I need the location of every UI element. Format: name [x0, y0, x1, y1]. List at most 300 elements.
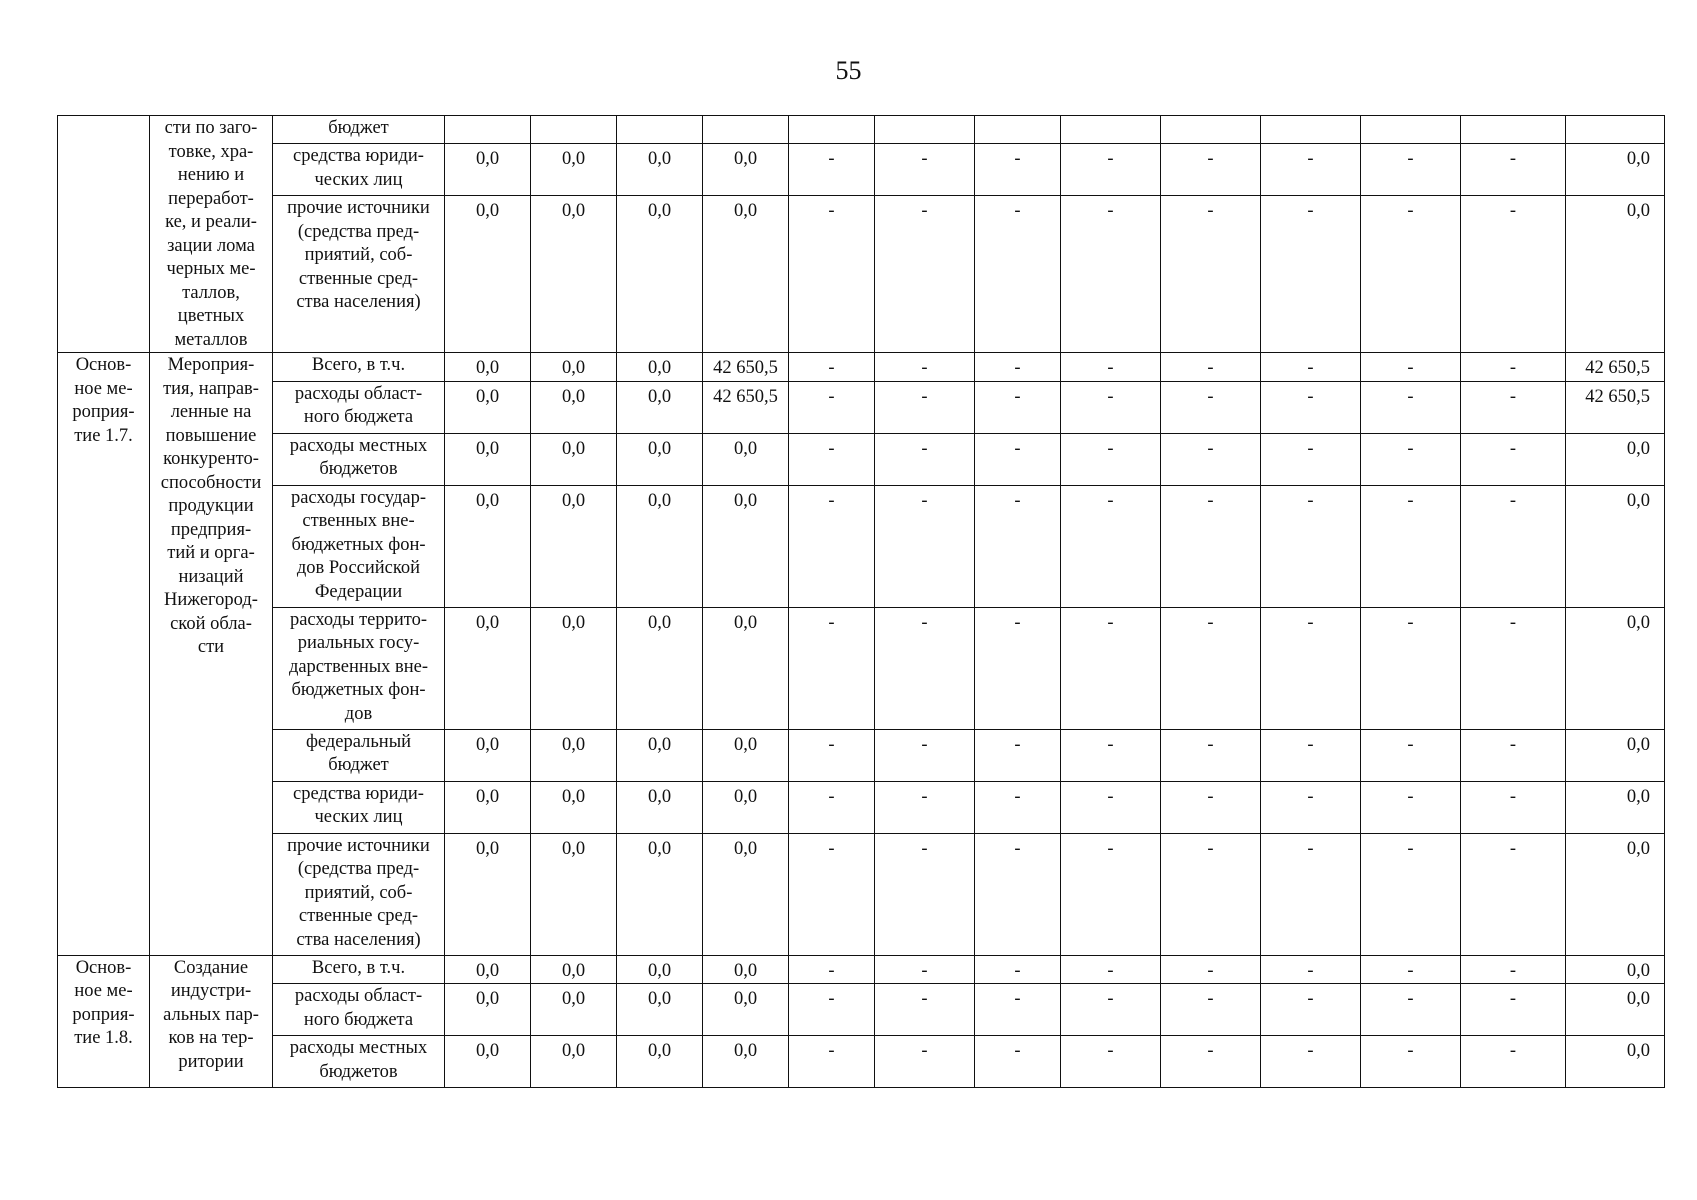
value-cell — [445, 781, 531, 833]
value-cell — [875, 781, 975, 833]
value-cell — [875, 381, 975, 433]
value-cell-text: 0,0 — [647, 149, 672, 170]
value-cell — [445, 984, 531, 1036]
value-cell — [617, 729, 703, 781]
value-cell — [875, 955, 975, 984]
value-cell-text: - — [1307, 1041, 1314, 1061]
table-row — [58, 116, 1665, 144]
funding-source-cell — [273, 381, 445, 433]
funding-source-cell — [273, 353, 445, 382]
value-cell — [1461, 984, 1566, 1036]
value-cell — [1361, 144, 1461, 196]
value-cell — [531, 381, 617, 433]
value-cell-text: 0,0 — [561, 438, 586, 459]
value-cell-text: 0,0 — [475, 358, 500, 378]
value-cell-text: - — [1014, 838, 1021, 859]
value-cell-text: 0,0 — [733, 612, 758, 633]
value-cell-text: 0,0 — [1626, 490, 1650, 511]
value-cell — [1261, 116, 1361, 144]
value-cell-text: - — [1107, 960, 1114, 981]
value-cell — [703, 984, 789, 1036]
activity-number-cell — [58, 955, 150, 1088]
value-cell — [445, 1036, 531, 1088]
value-cell-text: - — [1207, 734, 1214, 755]
value-cell — [617, 116, 703, 144]
value-cell — [531, 984, 617, 1036]
value-cell — [531, 433, 617, 485]
value-cell-text: - — [828, 838, 835, 859]
value-cell — [531, 144, 617, 196]
value-cell — [1566, 955, 1665, 984]
value-cell-text: - — [1509, 989, 1517, 1009]
value-cell — [1566, 196, 1665, 353]
value-cell — [975, 485, 1061, 607]
value-cell-text: - — [921, 438, 928, 459]
value-cell — [531, 353, 617, 382]
value-cell-text: 0,0 — [475, 838, 500, 859]
value-cell — [703, 955, 789, 984]
value-cell-text: - — [1107, 989, 1114, 1009]
value-cell-text: - — [921, 386, 928, 407]
funding-source-cell — [273, 955, 445, 984]
value-cell-text: - — [1407, 490, 1414, 511]
activity-name-cell — [150, 955, 273, 1088]
value-cell — [875, 607, 975, 729]
value-cell-text: - — [1407, 612, 1414, 633]
value-cell-text: 42 650,5 — [1585, 358, 1650, 378]
value-cell — [1361, 196, 1461, 353]
funding-source-cell-text: расходы област- ного бюджета — [294, 986, 423, 1030]
value-cell — [1161, 116, 1261, 144]
value-cell-text: 0,0 — [561, 960, 586, 981]
value-cell-text: - — [921, 201, 928, 222]
value-cell — [789, 433, 875, 485]
funding-source-cell-text: Всего, в т.ч. — [311, 957, 406, 978]
value-cell — [445, 196, 531, 353]
value-cell-text: - — [828, 960, 835, 981]
value-cell-text: - — [1107, 612, 1114, 633]
value-cell-text: - — [1307, 438, 1314, 459]
value-cell-text: 0,0 — [475, 612, 500, 633]
value-cell — [1361, 485, 1461, 607]
value-cell-text: - — [1307, 490, 1314, 511]
value-cell — [531, 781, 617, 833]
value-cell-text: - — [921, 960, 928, 981]
value-cell — [617, 984, 703, 1036]
value-cell-text: - — [1014, 786, 1021, 807]
value-cell — [445, 353, 531, 382]
activity-name-cell-text: Создание индустри- альных пар- ков на тер- ритории — [163, 957, 259, 1072]
value-cell-text: 42 650,5 — [1585, 386, 1650, 407]
value-cell-text: - — [828, 438, 835, 459]
value-cell — [1566, 607, 1665, 729]
value-cell-text: - — [1407, 786, 1414, 807]
funding-source-cell-text: бюджет — [328, 118, 389, 138]
value-cell — [703, 144, 789, 196]
value-cell — [703, 433, 789, 485]
funding-source-cell — [273, 781, 445, 833]
value-cell-text: - — [1407, 838, 1414, 859]
value-cell — [1566, 353, 1665, 382]
value-cell — [1061, 485, 1161, 607]
value-cell-text: - — [1207, 989, 1214, 1009]
value-cell — [875, 485, 975, 607]
value-cell — [975, 833, 1061, 955]
value-cell — [1261, 729, 1361, 781]
value-cell-text: - — [1107, 201, 1114, 222]
value-cell — [975, 381, 1061, 433]
value-cell — [1361, 729, 1461, 781]
value-cell — [1461, 781, 1566, 833]
value-cell — [1161, 607, 1261, 729]
value-cell — [1161, 729, 1261, 781]
value-cell-text: 0,0 — [561, 149, 586, 170]
value-cell-text: 0,0 — [647, 734, 672, 755]
value-cell-text: - — [1014, 612, 1021, 633]
table-row — [58, 485, 1665, 607]
value-cell — [789, 1036, 875, 1088]
value-cell-text: 0,0 — [733, 1041, 758, 1061]
value-cell — [445, 607, 531, 729]
value-cell-text: 0,0 — [561, 201, 586, 222]
value-cell — [445, 116, 531, 144]
value-cell-text: 0,0 — [733, 960, 758, 981]
value-cell-text: 0,0 — [647, 490, 672, 511]
value-cell — [1566, 381, 1665, 433]
value-cell — [1161, 1036, 1261, 1088]
value-cell — [1461, 116, 1566, 144]
value-cell — [1261, 144, 1361, 196]
value-cell — [1566, 781, 1665, 833]
value-cell-text: 0,0 — [1626, 612, 1650, 633]
value-cell — [975, 984, 1061, 1036]
value-cell-text: 0,0 — [647, 1041, 672, 1061]
value-cell-text: 0,0 — [647, 438, 672, 459]
value-cell — [975, 607, 1061, 729]
value-cell-text: - — [1107, 358, 1114, 378]
value-cell — [1261, 485, 1361, 607]
activity-number-cell-text: Основ- ное ме- роприя- тие 1.8. — [72, 957, 135, 1048]
funding-source-cell-text: средства юриди- ческих лиц — [293, 146, 424, 190]
value-cell — [531, 955, 617, 984]
value-cell — [1566, 144, 1665, 196]
value-cell — [1061, 833, 1161, 955]
value-cell — [975, 1036, 1061, 1088]
budget-table-body — [58, 116, 1665, 1088]
value-cell-text: - — [1407, 960, 1414, 981]
activity-name-cell-text: сти по заго- товке, хра- нению и переработ- ке, и реали- зации лома черных ме- таллов, цветных металлов — [164, 118, 258, 350]
value-cell — [1061, 381, 1161, 433]
funding-source-cell — [273, 196, 445, 353]
value-cell-text: - — [828, 201, 835, 222]
value-cell — [1461, 1036, 1566, 1088]
value-cell-text: - — [1207, 358, 1214, 378]
value-cell — [1261, 955, 1361, 984]
funding-source-cell — [273, 833, 445, 955]
value-cell — [789, 955, 875, 984]
value-cell-text: - — [1307, 960, 1314, 981]
value-cell-text: 0,0 — [1626, 960, 1650, 981]
value-cell — [1261, 833, 1361, 955]
value-cell-text: 0,0 — [733, 989, 758, 1009]
value-cell — [531, 729, 617, 781]
value-cell — [1566, 116, 1665, 144]
value-cell — [1261, 196, 1361, 353]
value-cell-text: 0,0 — [475, 786, 500, 807]
value-cell-text: 0,0 — [733, 438, 758, 459]
value-cell — [1261, 381, 1361, 433]
value-cell — [1061, 144, 1161, 196]
value-cell — [975, 196, 1061, 353]
value-cell-text: - — [1509, 490, 1517, 511]
value-cell — [875, 1036, 975, 1088]
value-cell — [1361, 984, 1461, 1036]
table-row — [58, 984, 1665, 1036]
value-cell-text: - — [1014, 386, 1021, 407]
value-cell-text: 0,0 — [647, 989, 672, 1009]
value-cell-text: 0,0 — [561, 612, 586, 633]
funding-source-cell — [273, 433, 445, 485]
value-cell-text: - — [828, 612, 835, 633]
value-cell-text: 0,0 — [1626, 438, 1650, 459]
value-cell — [703, 381, 789, 433]
value-cell — [531, 116, 617, 144]
funding-source-cell — [273, 144, 445, 196]
funding-source-cell — [273, 485, 445, 607]
value-cell — [1061, 433, 1161, 485]
value-cell — [975, 433, 1061, 485]
value-cell — [1566, 833, 1665, 955]
value-cell — [789, 116, 875, 144]
value-cell-text: 0,0 — [1626, 149, 1650, 170]
value-cell-text: 0,0 — [475, 201, 500, 222]
value-cell — [875, 729, 975, 781]
table-row — [58, 1036, 1665, 1088]
value-cell — [445, 485, 531, 607]
value-cell — [1361, 353, 1461, 382]
value-cell — [617, 955, 703, 984]
value-cell — [617, 1036, 703, 1088]
value-cell — [975, 729, 1061, 781]
value-cell-text: - — [921, 490, 928, 511]
value-cell-text: - — [1307, 786, 1314, 807]
value-cell — [1361, 381, 1461, 433]
value-cell-text: - — [1107, 1041, 1114, 1061]
value-cell-text: 42 650,5 — [713, 358, 778, 378]
value-cell-text: 0,0 — [733, 838, 758, 859]
value-cell — [1261, 984, 1361, 1036]
value-cell-text: - — [1207, 490, 1214, 511]
value-cell — [1261, 433, 1361, 485]
value-cell — [789, 196, 875, 353]
value-cell-text: 0,0 — [1626, 989, 1650, 1009]
value-cell — [1161, 196, 1261, 353]
value-cell — [1461, 353, 1566, 382]
table-row — [58, 955, 1665, 984]
value-cell-text: - — [1207, 838, 1214, 859]
value-cell — [1566, 433, 1665, 485]
value-cell — [1161, 353, 1261, 382]
value-cell-text: - — [1307, 149, 1314, 170]
value-cell-text: - — [1207, 960, 1214, 981]
value-cell-text: - — [1207, 386, 1214, 407]
value-cell — [1161, 955, 1261, 984]
value-cell — [1061, 196, 1161, 353]
value-cell-text: 0,0 — [1626, 201, 1650, 222]
value-cell-text: - — [828, 1041, 835, 1061]
table-row — [58, 144, 1665, 196]
value-cell-text: - — [921, 786, 928, 807]
value-cell-text: - — [1509, 358, 1517, 378]
table-row — [58, 433, 1665, 485]
value-cell — [1361, 1036, 1461, 1088]
page-number: 55 — [835, 56, 862, 85]
value-cell-text: - — [1509, 438, 1517, 459]
value-cell — [531, 607, 617, 729]
value-cell-text: - — [1014, 438, 1021, 459]
funding-source-cell-text: расходы местных бюджетов — [289, 435, 428, 479]
value-cell-text: 0,0 — [647, 386, 672, 407]
budget-table — [57, 115, 1665, 1088]
funding-source-cell — [273, 116, 445, 144]
value-cell-text: - — [1207, 612, 1214, 633]
value-cell — [875, 353, 975, 382]
value-cell — [1261, 607, 1361, 729]
value-cell-text: - — [1407, 149, 1414, 170]
activity-name-cell — [150, 116, 273, 353]
value-cell-text: - — [828, 989, 835, 1009]
value-cell — [789, 485, 875, 607]
funding-source-cell-text: расходы местных бюджетов — [289, 1038, 428, 1082]
funding-source-cell-text: Всего, в т.ч. — [311, 355, 406, 375]
value-cell — [1461, 485, 1566, 607]
value-cell — [445, 433, 531, 485]
value-cell — [1461, 144, 1566, 196]
value-cell-text: 0,0 — [561, 490, 586, 511]
value-cell — [875, 833, 975, 955]
value-cell-text: 0,0 — [475, 734, 500, 755]
value-cell — [617, 607, 703, 729]
value-cell-text: 0,0 — [561, 734, 586, 755]
value-cell — [975, 781, 1061, 833]
value-cell-text: - — [1509, 612, 1517, 633]
value-cell-text: - — [1407, 438, 1414, 459]
value-cell — [875, 433, 975, 485]
value-cell — [445, 955, 531, 984]
value-cell — [703, 116, 789, 144]
value-cell-text: - — [921, 358, 928, 378]
value-cell — [1461, 196, 1566, 353]
value-cell-text: - — [1509, 149, 1517, 170]
funding-source-cell-text: расходы террито- риальных госу- дарственных вне- бюджетных фон- дов — [288, 609, 429, 724]
value-cell — [1161, 381, 1261, 433]
value-cell-text: 0,0 — [561, 358, 586, 378]
value-cell — [617, 433, 703, 485]
value-cell-text: - — [1307, 386, 1314, 407]
value-cell — [703, 781, 789, 833]
value-cell-text: 0,0 — [561, 989, 586, 1009]
value-cell-text: - — [1207, 1041, 1214, 1061]
value-cell — [1261, 353, 1361, 382]
value-cell — [1061, 353, 1161, 382]
value-cell-text: - — [921, 838, 928, 859]
value-cell — [1061, 1036, 1161, 1088]
table-row — [58, 607, 1665, 729]
value-cell — [1361, 833, 1461, 955]
value-cell-text: 0,0 — [475, 149, 500, 170]
value-cell-text: - — [1307, 201, 1314, 222]
value-cell-text: - — [1509, 786, 1517, 807]
value-cell — [1566, 984, 1665, 1036]
value-cell — [789, 381, 875, 433]
value-cell — [617, 485, 703, 607]
value-cell — [703, 353, 789, 382]
value-cell-text: - — [1107, 490, 1114, 511]
value-cell-text: 0,0 — [475, 960, 500, 981]
value-cell — [703, 485, 789, 607]
value-cell — [1461, 607, 1566, 729]
value-cell-text: - — [1509, 838, 1517, 859]
table-row — [58, 353, 1665, 382]
value-cell — [1061, 984, 1161, 1036]
value-cell — [1566, 485, 1665, 607]
value-cell — [703, 729, 789, 781]
value-cell-text: - — [921, 1041, 928, 1061]
value-cell — [1161, 781, 1261, 833]
value-cell-text: - — [1407, 358, 1414, 378]
value-cell-text: 0,0 — [561, 838, 586, 859]
value-cell-text: 0,0 — [733, 149, 758, 170]
value-cell-text: 0,0 — [475, 490, 500, 511]
value-cell — [1461, 833, 1566, 955]
value-cell — [1161, 144, 1261, 196]
value-cell-text: - — [828, 786, 835, 807]
value-cell — [1361, 955, 1461, 984]
value-cell-text: - — [1014, 490, 1021, 511]
value-cell-text: - — [1509, 1041, 1517, 1061]
value-cell-text: - — [1407, 201, 1414, 222]
value-cell — [703, 196, 789, 353]
value-cell-text: - — [1407, 386, 1414, 407]
value-cell-text: - — [1509, 734, 1517, 755]
table-row — [58, 729, 1665, 781]
value-cell-text: - — [1014, 358, 1021, 378]
value-cell-text: - — [1014, 989, 1021, 1009]
funding-source-cell-text: расходы государ- ственных вне- бюджетных фон- дов Российской Федерации — [290, 487, 427, 602]
value-cell-text: - — [1107, 786, 1114, 807]
activity-name-cell — [150, 353, 273, 956]
value-cell — [1361, 433, 1461, 485]
value-cell — [531, 196, 617, 353]
value-cell-text: 0,0 — [647, 960, 672, 981]
value-cell-text: - — [1107, 438, 1114, 459]
value-cell — [1061, 781, 1161, 833]
value-cell-text: - — [1307, 734, 1314, 755]
value-cell-text: 0,0 — [1626, 734, 1650, 755]
value-cell — [1461, 729, 1566, 781]
value-cell — [789, 984, 875, 1036]
value-cell — [703, 833, 789, 955]
value-cell — [1361, 607, 1461, 729]
value-cell-text: 0,0 — [475, 438, 500, 459]
table-row — [58, 781, 1665, 833]
value-cell — [531, 833, 617, 955]
value-cell — [617, 381, 703, 433]
funding-source-cell-text: прочие источники (средства пред- приятий, соб- ственные сред- ства населения) — [287, 835, 430, 950]
value-cell — [1061, 607, 1161, 729]
value-cell — [445, 729, 531, 781]
value-cell-text: - — [921, 989, 928, 1009]
